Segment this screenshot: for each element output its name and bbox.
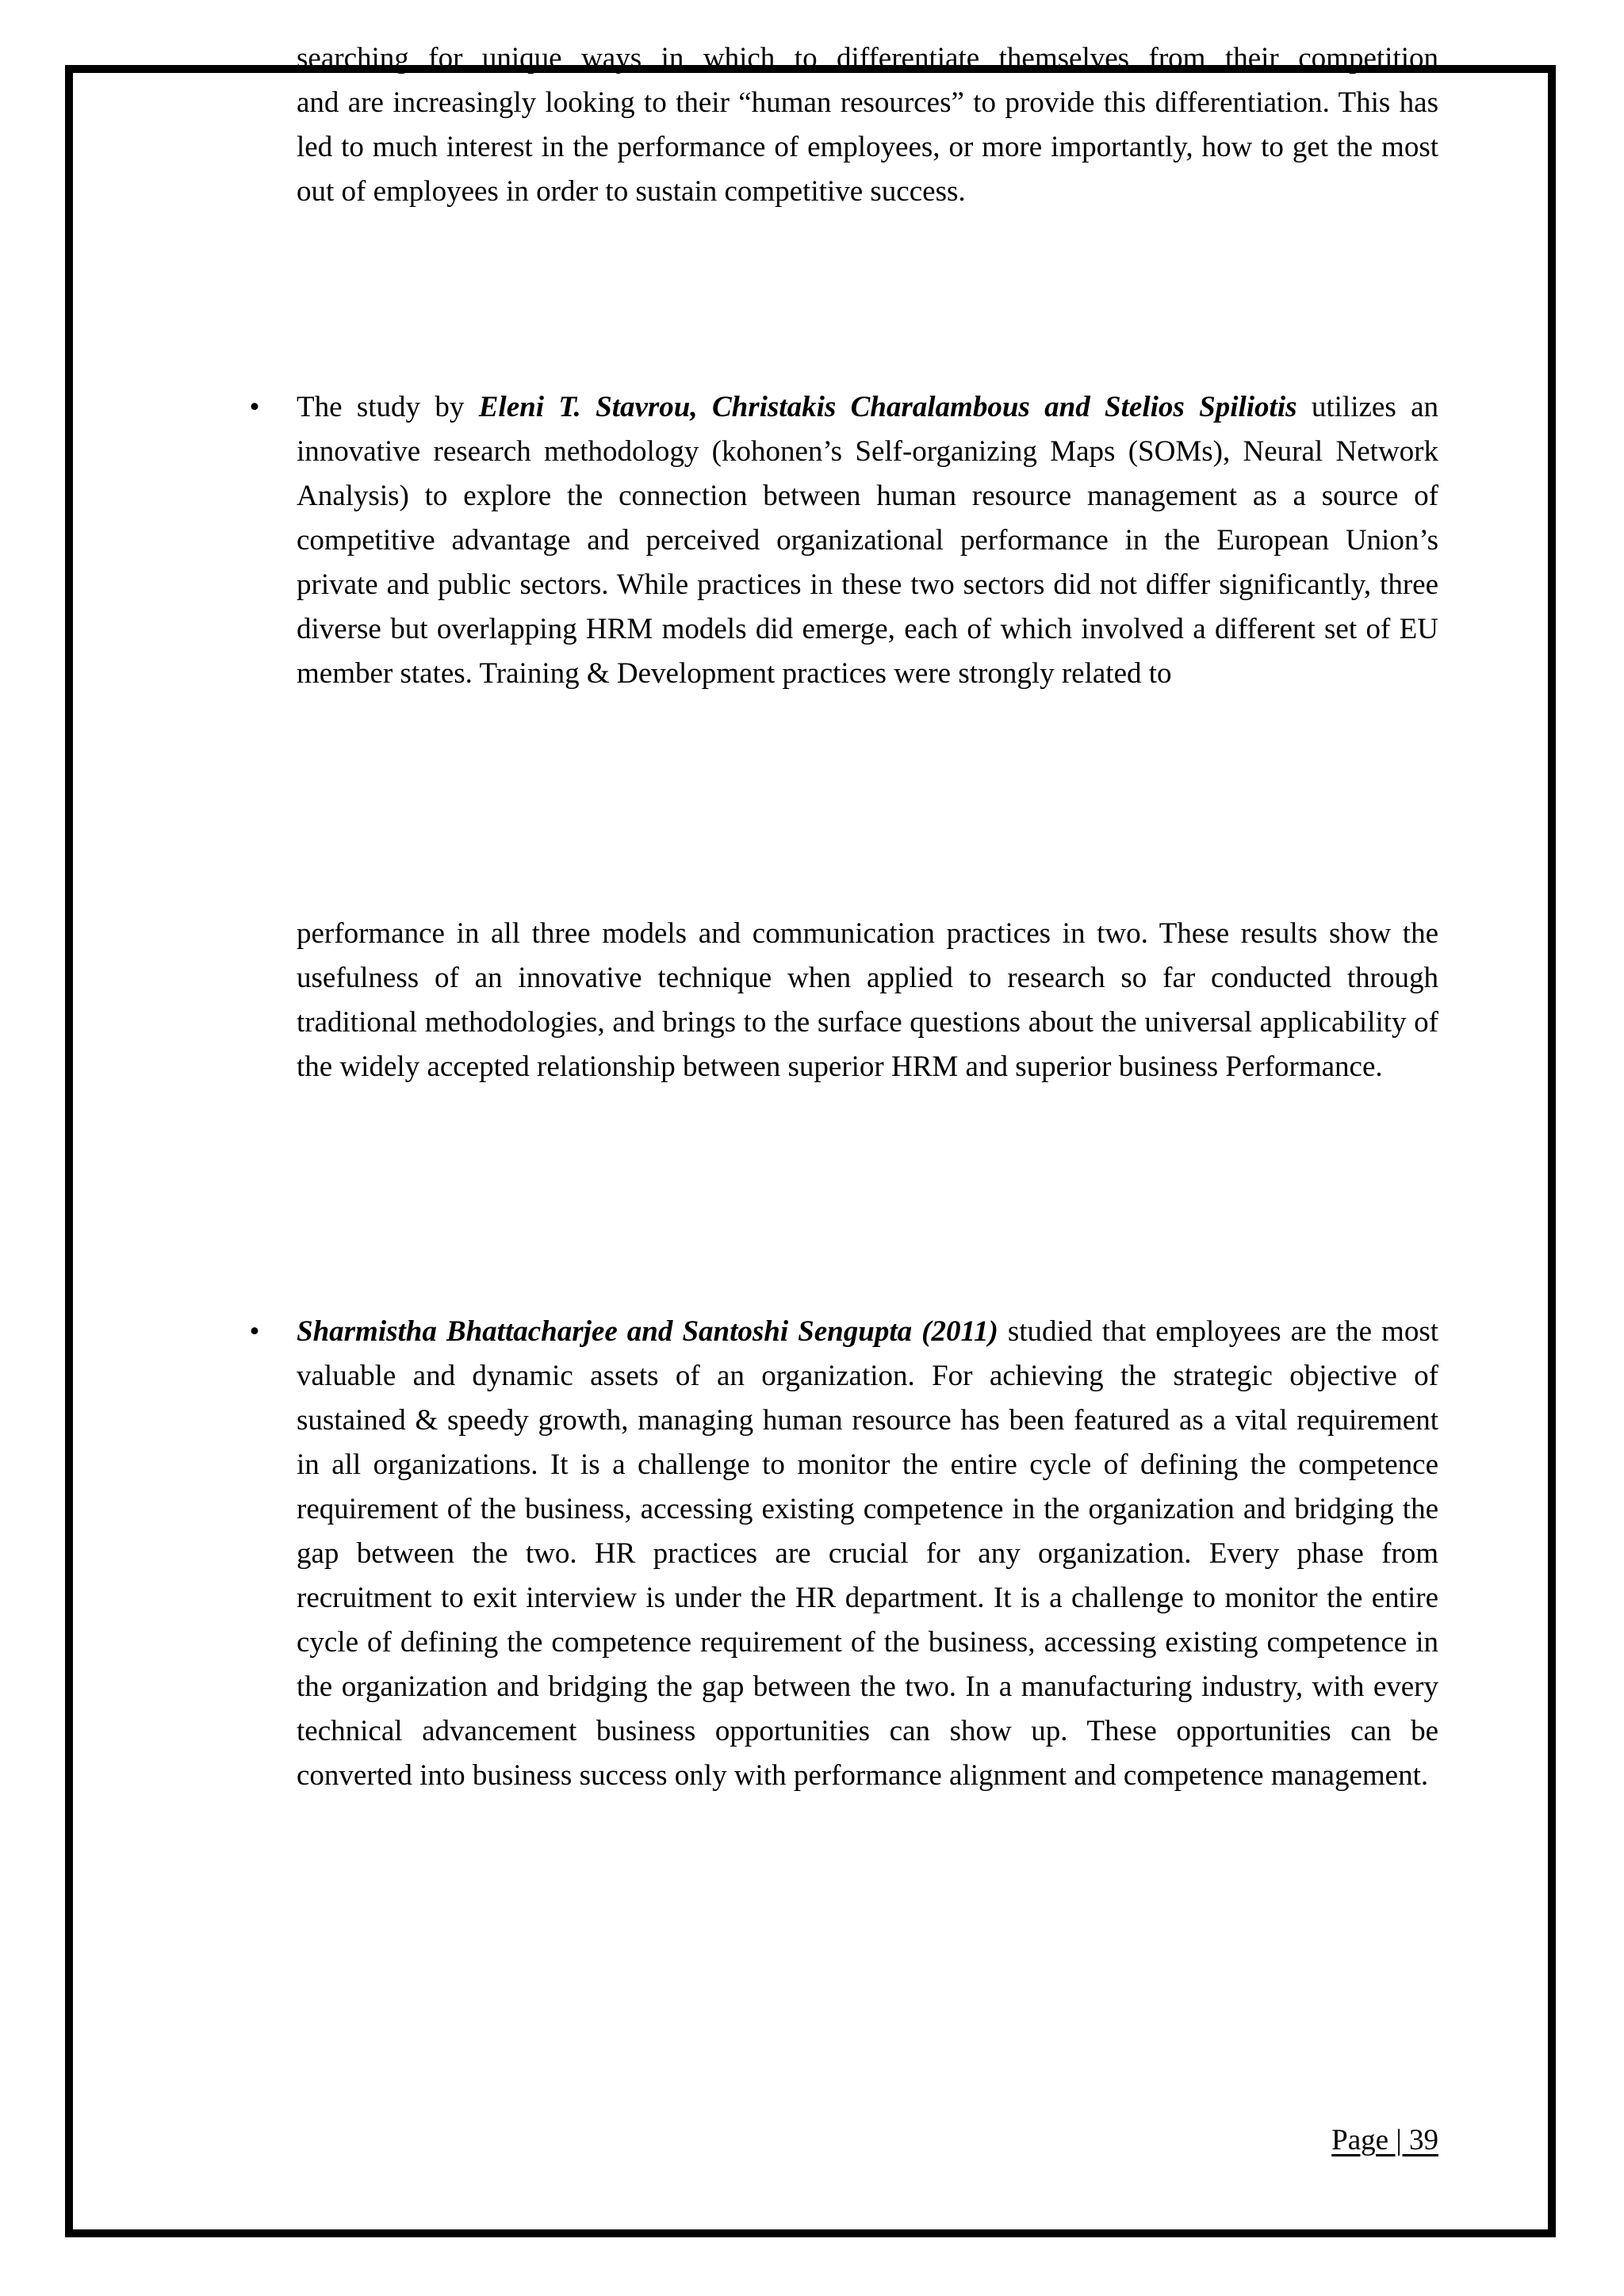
intro-paragraph: and are increasingly looking to their “human resources” to provide this differentiation. This has led to much interest in the performance of employees, or more importantly, how to get the most out of employees in order to sustain competitive success. <box>297 86 1438 208</box>
page-number: Page | 39 <box>1331 2124 1438 2156</box>
paragraph-body: studied that employees are the most valuable and dynamic assets of an organization. For achieving the strategic objective of sustained & speedy growth, managing human resource has been featured as a vital requirement in all organizations. It is a challenge to monitor the entire cycle of defining the competence requirement of the business, accessing existing competence in the organization and bridging the gap between the two. HR practices are crucial for any organization. Every phase from recruitment to exit interview is under the HR department. It is a challenge to monitor the entire cycle of defining the competence requirement of the business, accessing existing competence in the organization and bridging the gap between the two. In a manufacturing industry, with every technical advancement business opportunities can show up. These opportunities can be converted into business success only with performance alignment and competence management. <box>297 1315 1439 1792</box>
bullet-icon: • <box>249 391 260 423</box>
stavrou-study-paragraph <box>297 385 1438 696</box>
bhattacharjee-study-paragraph <box>297 1310 1438 1798</box>
paragraph-body: utilizes an innovative research methodology (kohonen’s Self-organizing Maps (SOMs), Neural Network Analysis) to explore the connection between human resource management as a source of competitive advantage and perceived organizational performance in the European Union’s private and public sectors. While practices in these two sectors did not differ significantly, three diverse but overlapping HRM models did emerge, each of which involved a different set of EU member states. Training & Development practices were strongly related to <box>297 391 1438 690</box>
continuation-paragraph: performance in all three models and communication practices in two. These results show the usefulness of an innovative technique when applied to research so far conducted through traditional methodologies, and brings to the surface questions about the universal applicability of the widely accepted relationship between superior HRM and superior business Performance. <box>297 917 1438 1083</box>
author-names: Sharmistha Bhattacharjee and Santoshi Sengupta (2011) <box>297 1315 998 1348</box>
top-cut-line: searching for unique ways in which to differentiate themselves from their competition <box>297 42 1438 75</box>
bullet-icon: • <box>249 1315 260 1348</box>
paragraph-prefix: The study by <box>297 391 479 423</box>
author-names: Eleni T. Stavrou, Christakis Charalambous and Stelios Spiliotis <box>478 391 1297 423</box>
